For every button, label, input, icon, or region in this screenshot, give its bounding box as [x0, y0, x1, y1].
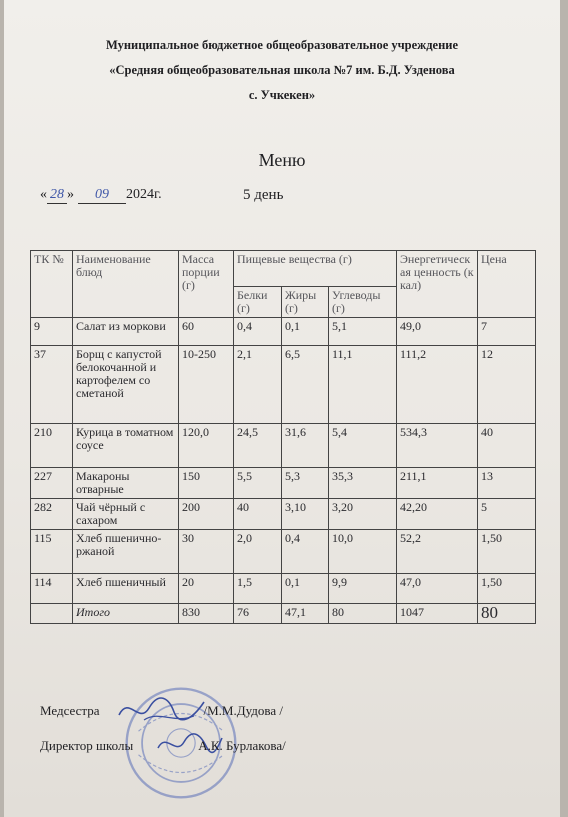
cell-price: 1,50 [478, 530, 536, 574]
cell-tk: 210 [31, 424, 73, 468]
cell-fat: 0,1 [282, 574, 329, 604]
cell-mass: 120,0 [179, 424, 234, 468]
cell-tk: 114 [31, 574, 73, 604]
date-month: 09 [78, 187, 126, 204]
col-header-price: Цена [478, 251, 536, 318]
cell-fat: 6,5 [282, 346, 329, 424]
cell-total-empty [31, 604, 73, 624]
cell-total-protein: 76 [234, 604, 282, 624]
cell-fat: 3,10 [282, 499, 329, 530]
col-header-tk: ТК № [31, 251, 73, 318]
cell-total-label: Итого [73, 604, 179, 624]
header-line-2: «Средняя общеобразовательная школа №7 им. Б.Д. Узденова [109, 63, 455, 77]
table-row [31, 530, 536, 574]
cell-fat: 5,3 [282, 468, 329, 499]
cell-price: 5 [478, 499, 536, 530]
col-header-nutrients: Пищевые вещества (г) [234, 251, 397, 287]
cell-carbs: 9,9 [329, 574, 397, 604]
cell-carbs: 5,1 [329, 318, 397, 346]
table-row [31, 468, 536, 499]
cell-mass: 200 [179, 499, 234, 530]
cell-carbs: 11,1 [329, 346, 397, 424]
cell-energy: 111,2 [397, 346, 478, 424]
col-header-fat: Жиры (г) [282, 287, 329, 318]
cell-name: Борщ с капустой белокочанной и картофелем со сметаной [73, 346, 179, 424]
cell-tk: 115 [31, 530, 73, 574]
col-header-protein: Белки (г) [234, 287, 282, 318]
cell-price: 1,50 [478, 574, 536, 604]
cell-price: 40 [478, 424, 536, 468]
table-row [31, 346, 536, 424]
director-signature-line [40, 738, 286, 754]
cell-mass: 20 [179, 574, 234, 604]
cell-protein: 5,5 [234, 468, 282, 499]
header-line-3: с. Учкекен» [248, 88, 316, 102]
cell-total-energy: 1047 [397, 604, 478, 624]
cell-protein: 0,4 [234, 318, 282, 346]
col-header-name: Наименование блюд [73, 251, 179, 318]
cell-price: 7 [478, 318, 536, 346]
cell-name: Чай чёрный с сахаром [73, 499, 179, 530]
table-row [31, 424, 536, 468]
cell-total-price: 80 [478, 604, 536, 624]
nurse-signature-line [40, 703, 283, 719]
cell-protein: 1,5 [234, 574, 282, 604]
menu-table [30, 250, 536, 624]
date-close-quote: » [67, 187, 74, 202]
cell-tk: 282 [31, 499, 73, 530]
cell-energy: 52,2 [397, 530, 478, 574]
cell-protein: 40 [234, 499, 282, 530]
col-header-carbs: Углеводы (г) [329, 287, 397, 318]
cell-name: Хлеб пшенично-ржаной [73, 530, 179, 574]
cell-carbs: 5,4 [329, 424, 397, 468]
cell-total-mass: 830 [179, 604, 234, 624]
cell-mass: 30 [179, 530, 234, 574]
cell-name: Салат из моркови [73, 318, 179, 346]
cell-protein: 2,1 [234, 346, 282, 424]
cell-energy: 42,20 [397, 499, 478, 530]
date-open-quote: « [40, 187, 47, 202]
col-header-mass: Масса порции (г) [179, 251, 234, 318]
cell-energy: 211,1 [397, 468, 478, 499]
cell-mass: 150 [179, 468, 234, 499]
cell-total-carbs: 80 [329, 604, 397, 624]
table-header-row [31, 251, 536, 287]
cell-name: Хлеб пшеничный [73, 574, 179, 604]
cell-mass: 10-250 [179, 346, 234, 424]
header-line-1: Муниципальное бюджетное общеобразовательное учреждение [105, 38, 459, 52]
page-title: Меню [258, 150, 306, 170]
day-label: 5 день [243, 187, 284, 203]
cell-fat: 31,6 [282, 424, 329, 468]
cell-tk: 37 [31, 346, 73, 424]
table-row [31, 499, 536, 530]
date-day: 28 [47, 187, 67, 204]
table-total-row [31, 604, 536, 624]
cell-carbs: 3,20 [329, 499, 397, 530]
cell-carbs: 10,0 [329, 530, 397, 574]
cell-name: Макароны отварные [73, 468, 179, 499]
cell-mass: 60 [179, 318, 234, 346]
cell-price: 12 [478, 346, 536, 424]
date-year: 2024г. [126, 187, 162, 202]
nurse-label: Медсестра [40, 703, 100, 718]
cell-carbs: 35,3 [329, 468, 397, 499]
cell-total-fat: 47,1 [282, 604, 329, 624]
cell-protein: 2,0 [234, 530, 282, 574]
cell-tk: 227 [31, 468, 73, 499]
cell-energy: 49,0 [397, 318, 478, 346]
menu-date [40, 187, 162, 204]
document-page [4, 0, 560, 817]
table-row [31, 318, 536, 346]
cell-name: Курица в томатном соусе [73, 424, 179, 468]
cell-energy: 534,3 [397, 424, 478, 468]
cell-tk: 9 [31, 318, 73, 346]
director-label: Директор школы [40, 738, 134, 753]
cell-fat: 0,4 [282, 530, 329, 574]
cell-energy: 47,0 [397, 574, 478, 604]
nurse-name: /М.М.Дудова / [203, 703, 284, 718]
cell-fat: 0,1 [282, 318, 329, 346]
cell-price: 13 [478, 468, 536, 499]
table-row [31, 574, 536, 604]
col-header-energy: Энергетическая ценность (ккал) [397, 251, 478, 318]
cell-protein: 24,5 [234, 424, 282, 468]
director-name: А.К. Бурлакова/ [198, 738, 286, 753]
